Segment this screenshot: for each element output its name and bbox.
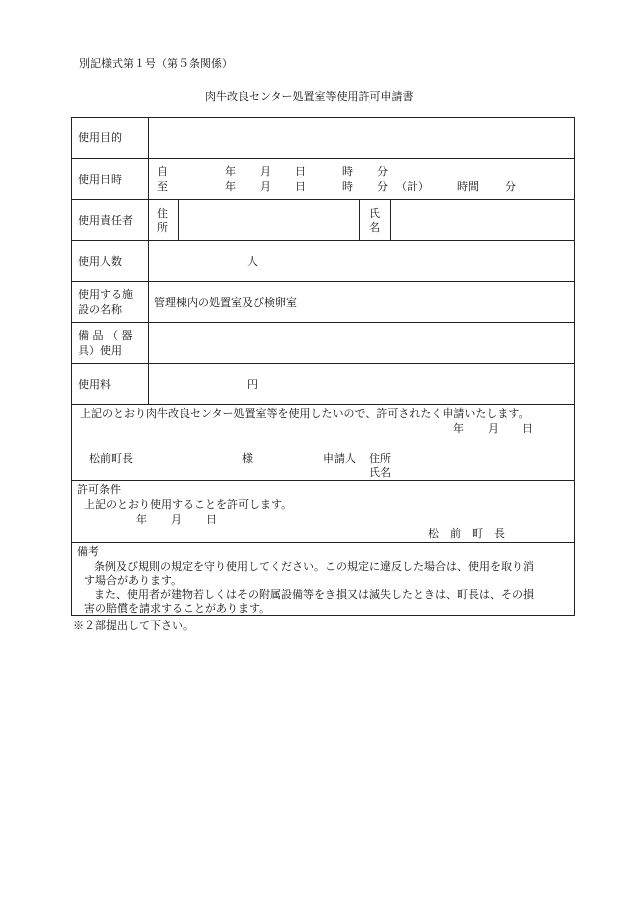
- applicant-address-label: 住所: [369, 452, 391, 465]
- to-hour: 時: [342, 180, 353, 193]
- from-year: 年: [225, 165, 236, 178]
- application-statement: 上記のとおり肉牛改良センター処置室等を使用したいので、許可されたく申請いたします。: [80, 407, 530, 420]
- address-value[interactable]: [182, 202, 356, 238]
- purpose-value[interactable]: [152, 120, 570, 156]
- people-unit: 人: [247, 255, 258, 268]
- application-form: [71, 117, 575, 616]
- datetime-to: 至: [157, 180, 168, 193]
- responsible-label: 使用責任者: [78, 214, 133, 227]
- applicant-name-label: 氏名: [369, 466, 391, 479]
- datetime-label: 使用日時: [78, 173, 122, 186]
- remarks-line-4: 害の賠償を請求することがあります。: [84, 602, 271, 615]
- facility-label-line1: 使用する施: [78, 288, 133, 301]
- to-month: 月: [260, 180, 271, 193]
- applicant-label: 申請人: [323, 452, 356, 465]
- form-number: 別記様式第１号（第５条関係）: [79, 57, 233, 70]
- addressee-honorific: 様: [242, 452, 253, 465]
- equipment-label-line1: 備 品 （ 器: [78, 329, 133, 342]
- facility-value: 管理棟内の処置室及び検卵室: [154, 296, 297, 309]
- application-day: 日: [522, 422, 533, 435]
- name-value[interactable]: [394, 202, 570, 238]
- from-day: 日: [295, 165, 306, 178]
- application-month: 月: [488, 422, 499, 435]
- permission-month: 月: [171, 513, 182, 526]
- remarks-heading: 備考: [77, 545, 99, 558]
- permission-day: 日: [206, 513, 217, 526]
- to-year: 年: [225, 180, 236, 193]
- permission-year: 年: [136, 513, 147, 526]
- permission-heading: 許可条件: [77, 483, 121, 496]
- from-month: 月: [260, 165, 271, 178]
- label-column-divider: [148, 118, 149, 404]
- row-divider: [72, 480, 574, 481]
- purpose-label: 使用目的: [78, 131, 122, 144]
- from-hour: 時: [342, 165, 353, 178]
- fee-label: 使用料: [78, 378, 111, 391]
- to-minute: 分: [377, 180, 388, 193]
- remarks-line-1: 条例及び規則の規定を守り使用してください。この規定に違反した場合は、使用を取り消: [94, 560, 534, 573]
- mayor-signature: 松 前 町 長: [428, 527, 505, 540]
- name-cell-divider: [390, 199, 391, 240]
- address-label-top: 住: [157, 207, 168, 220]
- permission-statement: 上記のとおり使用することを許可します。: [84, 498, 293, 511]
- remarks-line-3: また、使用者が建物若しくはその附属設備等をき損又は滅失したときは、町長は、その損: [94, 588, 534, 601]
- footnote: ※２部提出して下さい。: [73, 619, 194, 632]
- page-title: 肉牛改良センター処置室等使用許可申請書: [205, 90, 414, 103]
- total-label: （計）: [396, 180, 429, 193]
- remarks-line-2: す場合があります。: [84, 574, 183, 587]
- fee-unit: 円: [247, 378, 258, 391]
- datetime-from: 自: [157, 165, 168, 178]
- to-day: 日: [295, 180, 306, 193]
- name-label-bottom: 名: [369, 221, 380, 234]
- from-minute: 分: [377, 165, 388, 178]
- facility-label-line2: 設の名称: [78, 303, 122, 316]
- total-hours: 時間: [457, 180, 479, 193]
- address-cell-divider: [178, 199, 179, 240]
- total-minute: 分: [505, 180, 516, 193]
- row-divider: [72, 404, 574, 405]
- addressee: 松前町長: [89, 452, 133, 465]
- address-label-bottom: 所: [157, 221, 168, 234]
- equipment-label-line2: 具）使用: [78, 344, 122, 357]
- row-divider: [72, 542, 574, 543]
- people-label: 使用人数: [78, 255, 122, 268]
- name-label-top: 氏: [369, 207, 380, 220]
- name-left-divider: [359, 199, 360, 240]
- application-year: 年: [453, 422, 464, 435]
